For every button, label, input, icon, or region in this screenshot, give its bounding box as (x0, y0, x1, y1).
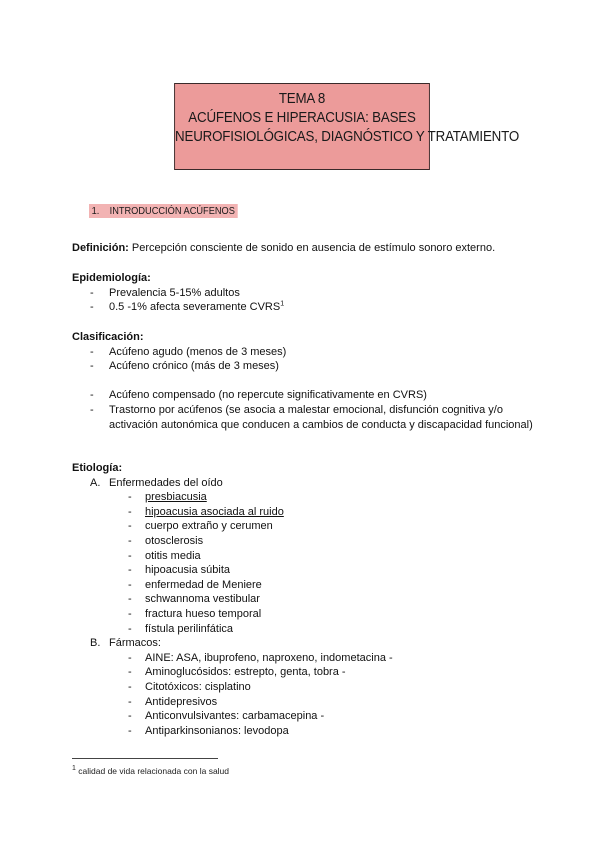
bullet-dash: - (90, 389, 94, 402)
bullet-dash: - (128, 593, 132, 606)
definition-text: Percepción consciente de sonido en ausencia de estímulo sonoro externo. (128, 242, 496, 254)
list-item: - enfermedad de Meniere (128, 578, 262, 591)
list-item: - fístula perilinfática (128, 622, 234, 635)
footnote-number: 1 (72, 765, 76, 773)
title-line-2: ACÚFENOS E HIPERACUSIA: BASES (188, 110, 416, 126)
bullet-dash: - (128, 666, 132, 679)
bullet-dash: - (90, 345, 94, 358)
list-item: - Prevalencia 5-15% adultos (90, 286, 240, 299)
list-item: - cuerpo extraño y cerumen (128, 520, 273, 533)
bullet-dash: - (128, 564, 132, 577)
footnote (72, 766, 229, 776)
title-line-1: TEMA 8 (278, 91, 326, 107)
footnote-mark: 1 (280, 300, 285, 308)
bullet-dash: - (128, 710, 132, 723)
bullet-dash: - (128, 491, 132, 504)
bullet-dash: - (90, 301, 94, 314)
classification-label: Clasificación: (72, 331, 144, 343)
group-heading: B. Fármacos: (90, 637, 161, 650)
footnote-divider (72, 758, 218, 759)
bullet-dash: - (128, 520, 132, 533)
section-label: INTRODUCCIÓN ACÚFENOS (109, 205, 235, 217)
list-item: - Antiparkinsonianos: levodopa (128, 724, 289, 737)
classification (72, 330, 542, 432)
list-item: - hipoacusia asociada al ruido (128, 505, 284, 518)
definition-label: Definición: (72, 242, 129, 254)
bullet-dash: - (128, 607, 132, 620)
bullet-dash: - (128, 724, 132, 737)
list-item: - fractura hueso temporal (128, 607, 262, 620)
epidemiology (72, 271, 532, 315)
title-box (174, 83, 520, 170)
list-item: - hipoacusia súbita (128, 564, 231, 577)
title-line-3: NEUROFISIOLÓGICAS, DIAGNÓSTICO Y TRATAMIENTO (175, 129, 520, 145)
list-item: - Trastorno por acúfenos (se asocia a malestar emocional, disfunción cognitiva y/o activación autonómica que conducen a cambios de conducta y discapacidad funcional) (90, 403, 533, 431)
list-item: - Acúfeno agudo (menos de 3 meses) (90, 345, 287, 358)
bullet-dash: - (128, 534, 132, 547)
list-item: - schwannoma vestibular (128, 593, 260, 606)
list-item: - Aminoglucósidos: estrepto, genta, tobra - (128, 666, 346, 679)
list-item: - Antidepresivos (128, 695, 218, 708)
list-item: - Anticonvulsivantes: carbamacepina - (128, 710, 325, 723)
list-item: - Acúfeno crónico (más de 3 meses) (90, 360, 279, 373)
bullet-dash: - (128, 622, 132, 635)
list-item: - presbiacusia (128, 491, 207, 504)
bullet-dash: - (90, 286, 94, 299)
epidemiology-label: Epidemiología: (72, 272, 151, 284)
section-heading (89, 204, 238, 218)
list-item: - Acúfeno compensado (no repercute significativamente en CVRS) (90, 389, 427, 402)
bullet-dash: - (128, 505, 132, 518)
group-heading: A. Enfermedades del oído (90, 476, 223, 489)
bullet-dash: - (90, 403, 94, 416)
bullet-dash: - (128, 651, 132, 664)
list-item: - otosclerosis (128, 534, 204, 547)
etiology-label: Etiología: (72, 462, 123, 474)
bullet-dash: - (128, 680, 132, 693)
footnote-text: calidad de vida relacionada con la salud (75, 766, 230, 776)
definition (72, 241, 495, 256)
bullet-dash: - (128, 695, 132, 708)
etiology (72, 461, 542, 738)
list-item: - Citotóxicos: cisplatino (128, 680, 251, 693)
bullet-dash: - (128, 549, 132, 562)
bullet-dash: - (90, 360, 94, 373)
list-item: - 0.5 -1% afecta severamente CVRS$^1$ (90, 300, 285, 314)
section-number: 1. (91, 205, 100, 217)
list-item: - otitis media (128, 549, 201, 562)
list-item: - AINE: ASA, ibuprofeno, naproxeno, indometacina - (128, 651, 393, 664)
bullet-dash: - (128, 578, 132, 591)
